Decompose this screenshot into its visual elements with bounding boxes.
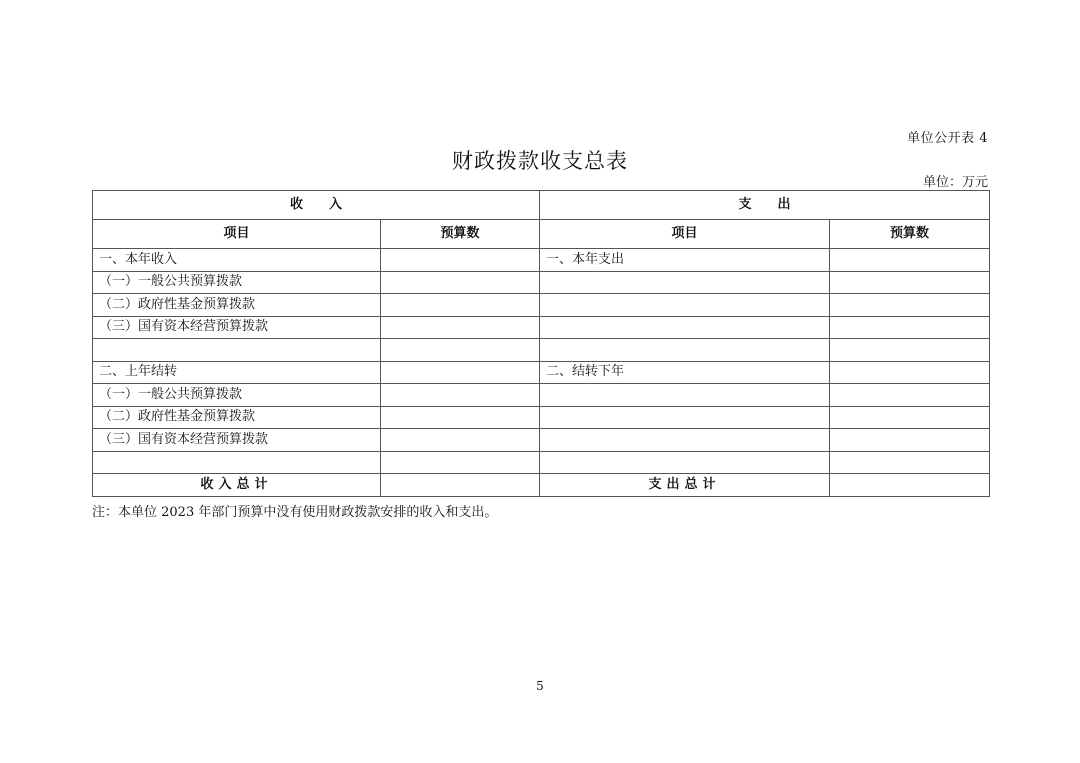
- expense-section-header: 支 出: [540, 191, 990, 220]
- budget-summary-table: [92, 190, 990, 497]
- income-item-cell: （二）政府性基金预算拨款: [93, 294, 381, 317]
- table-row: [93, 271, 990, 294]
- expense-item-cell: [540, 451, 830, 474]
- income-budget-cell: [381, 406, 540, 429]
- income-item-cell: [93, 339, 381, 362]
- expense-item-cell: 一、本年支出: [540, 249, 830, 272]
- document-title: 财政拨款收支总表: [452, 149, 628, 173]
- page-number: 5: [536, 679, 544, 693]
- income-item-cell: （一）一般公共预算拨款: [93, 271, 381, 294]
- income-budget-cell: [381, 316, 540, 339]
- expense-item-cell: [540, 339, 830, 362]
- income-budget-cell: [381, 294, 540, 317]
- income-item-cell: （三）国有资本经营预算拨款: [93, 316, 381, 339]
- expense-total-value: [830, 474, 990, 497]
- table-row: [93, 339, 990, 362]
- table-number-label: 单位公开表 4: [907, 131, 988, 146]
- table-total-row: [93, 474, 990, 497]
- table-column-header-row: [93, 220, 990, 249]
- table-row: [93, 361, 990, 384]
- income-budget-cell: [381, 451, 540, 474]
- income-total-value: [381, 474, 540, 497]
- expense-budget-cell: [830, 271, 990, 294]
- table-row: [93, 384, 990, 407]
- income-item-cell: 一、本年收入: [93, 249, 381, 272]
- expense-item-cell: [540, 271, 830, 294]
- expense-budget-column-header: 预算数: [830, 220, 990, 249]
- expense-budget-cell: [830, 339, 990, 362]
- table-section-header-row: [93, 191, 990, 220]
- income-budget-column-header: 预算数: [381, 220, 540, 249]
- income-budget-cell: [381, 271, 540, 294]
- expense-item-cell: [540, 406, 830, 429]
- income-section-header: 收 入: [93, 191, 540, 220]
- expense-budget-cell: [830, 316, 990, 339]
- income-item-cell: （三）国有资本经营预算拨款: [93, 429, 381, 452]
- table-row: [93, 451, 990, 474]
- expense-budget-cell: [830, 406, 990, 429]
- expense-budget-cell: [830, 429, 990, 452]
- expense-budget-cell: [830, 361, 990, 384]
- table-row: [93, 429, 990, 452]
- income-budget-cell: [381, 249, 540, 272]
- footnote: 注：本单位 2023 年部门预算中没有使用财政拨款安排的收入和支出。: [92, 505, 498, 520]
- expense-budget-cell: [830, 451, 990, 474]
- expense-item-cell: 二、结转下年: [540, 361, 830, 384]
- table-row: [93, 249, 990, 272]
- table-row: [93, 316, 990, 339]
- income-item-cell: [93, 451, 381, 474]
- income-budget-cell: [381, 339, 540, 362]
- income-budget-cell: [381, 384, 540, 407]
- income-total-label: 收入总计: [93, 474, 381, 497]
- unit-label: 单位：万元: [922, 175, 988, 190]
- table-row: [93, 294, 990, 317]
- income-item-cell: （二）政府性基金预算拨款: [93, 406, 381, 429]
- expense-budget-cell: [830, 249, 990, 272]
- income-item-column-header: 项目: [93, 220, 381, 249]
- expense-item-column-header: 项目: [540, 220, 830, 249]
- expense-budget-cell: [830, 384, 990, 407]
- income-item-cell: 二、上年结转: [93, 361, 381, 384]
- table-row: [93, 406, 990, 429]
- expense-total-label: 支出总计: [540, 474, 830, 497]
- income-budget-cell: [381, 361, 540, 384]
- income-item-cell: （一）一般公共预算拨款: [93, 384, 381, 407]
- expense-item-cell: [540, 294, 830, 317]
- expense-item-cell: [540, 316, 830, 339]
- expense-budget-cell: [830, 294, 990, 317]
- expense-item-cell: [540, 429, 830, 452]
- income-budget-cell: [381, 429, 540, 452]
- expense-item-cell: [540, 384, 830, 407]
